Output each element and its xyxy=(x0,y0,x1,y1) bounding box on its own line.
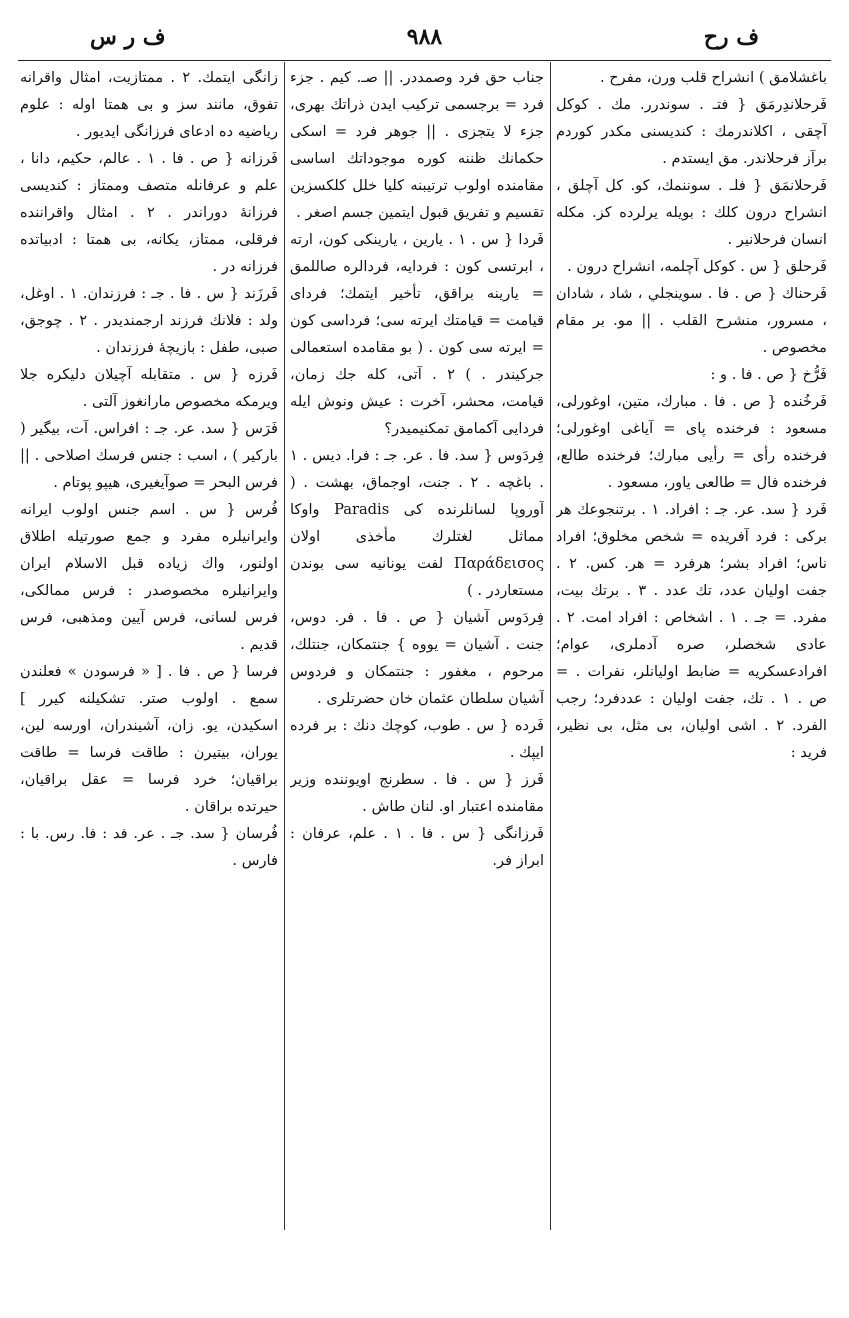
entry: فَرُّخ { ص . فا . و : xyxy=(710,366,827,383)
entry: فِردَوس آشيان { ص . فا . فر. دوس، جنت . آشيان = يووه } جنتمكان، جنتلك، مرحوم ، مغفور : جنتمكان و فردوس آشيان سلطان عثمان خان حضرتلرى . xyxy=(290,609,544,707)
entry: فَرَس { سد. عر. جـ : افراس. آت، بيگير ( باركير ) ، اسب : جنس فرسك اصلاحى . || فرس البحر = صوآيغيرى، هيپو پوتام . xyxy=(20,420,278,491)
entry: فَرحلق { س . كوكل آچلمه، انشراح درون . xyxy=(567,258,827,275)
column-divider-right xyxy=(550,62,551,1230)
entry: فَرحلاندِرمَق { فتـ . سوندرر. مك . كوكل آچقى ، اكلاندرمك : كنديسنى مكدر كوردم برآز فرحلاندر. مق ايستدم . xyxy=(556,96,827,167)
entry: فِردَوس { سد. فا . عر. جـ : فرا. ديس . ١ . باغچه . ٢ . جنت، اوجماق، بهشت . ( آوروپا لسانلرنده كى Paradis واوكا مماثل لغتلرك مأخذى اولان Παράδεισος لفت يونانيه سى بوندن مستعاردر . ) xyxy=(290,447,544,599)
page-number: ٩٨٨ xyxy=(406,24,443,50)
entry: باغشلامق ) انشراح قلب ورن، مفرح . xyxy=(599,69,827,86)
entry: فَرحلانمَق { فلـ . سوننمك، كو. كل آچلق ، انشراح درون كلك : بويله يرلرده كز. مكله انسان فرحلانير . xyxy=(556,177,827,248)
page-header xyxy=(20,22,829,56)
entry: فَرد { سد. عر. جـ : افراد. ١ . برتنجوعك هر بركى : فرد آفريده = شخص مخلوق؛ افراد ناس؛ افراد بشر؛ هرفرد = هر. كس. ٢ . جفت اوليان عدد، تك عدد . ٣ . برتك بيت، مفرد. = جـ . ١ . اشخاص : افراد امت. ٢ . عادى شخصلر، صره آدملرى، عوام؛ افرادعسكريه = ضابط اوليانلر، نفرات . = ص . ١ . تك، جفت اوليان : عددفرد؛ رجب الفرد. ٢ . اشى اوليان، بى مثل، بى نظير، فريد : xyxy=(556,501,827,761)
entry: فَرزه { س . متقابله آچيلان دليكره جلا ويرمكه مخصوص مارانغوز آلتى . xyxy=(20,366,278,410)
entry: فَردا { س . ١ . يارين ، يارينكى كون، ارته ، ابرتسى كون : فردايه، فردالره صاللمق = يارينه براقق، تأخير ايتمك؛ فرداى قيامت = قيامتك ايرته سى؛ فرداسى كون = ايرته سى كون . ( بو مقامده استعمالى جركيندر . ) ٢ . آتى، كله جك زمان، قيامت، محشر، آخرت : عيش ونوش ايله فردايى آكمامق تمكنيميدر؟ xyxy=(290,231,544,437)
entry: فَرزانه { ص . فا . ١ . عالم، حكيم، دانا ، علم و عرفانله متصف وممتاز : كنديسى فرزانۀ دوراندر . ٢ . امثال واقراننده فرقلى، ممتاز، يكانه، بى همتا : ادبياتده فرزانه در . xyxy=(20,150,278,275)
column-middle xyxy=(290,64,544,1232)
entry: فَرزانگى { س . فا . ١ . علم، عرفان : ابراز فر. xyxy=(290,825,544,869)
entry: فَرده { س . طوب، كوچك دنك : بر فرده ايپك . xyxy=(290,717,544,761)
entry: فَرزَند { س . فا . جـ : فرزندان. ١ . اوغل، ولد : فلانك فرزند ارجمنديدر . ٢ . چوجق، صبى، طفل : بازيچۀ فرزندان . xyxy=(20,285,278,356)
header-right-guide-word: ف رح xyxy=(703,24,759,50)
entry: زانگى ايتمك. ٢ . ممتازيت، امثال واقرانه تفوق، مانند سز و بى همتا اوله : علوم رياضيه ده ادعاى فرزانگى ايديور . xyxy=(20,69,278,140)
column-right xyxy=(556,64,827,1232)
entry: فَرخُنده { ص . فا . مبارك، متين، اوغورلى، مسعود : فرخنده پاى = آياغى اوغورلى؛ فرخنده رأى = رأيى مبارك؛ فرخنده طالع، فرخنده فال = طالعى ياور، مسعود . xyxy=(556,393,827,491)
entry: جناب حق فرد وصمددر. || صـ. كيم . جزء فرد = برجسمى تركيب ايدن ذراتك بهرى، جزء لا يتجزى . || جوهر فرد = اسكى حكمانك ظننه كوره موجوداتك اساسى مقامنده اولوب ترتيبنه كليا خلل كلكسزين تقسيم و تفريق قبول ايتمين جسم اصغر . xyxy=(290,69,544,221)
entry: فُرس { س . اسم جنس اولوب ايرانه وايرانيلره مفرد و جمع صورتيله اطلاق اولنور، واك زياده قبل الاسلام ايران وايرانيلره مخصوصدر : فرس ممالكى، فرس لسانى، فرس آيين ومذهبى، فرس قديم . xyxy=(20,501,278,653)
entry: فَرحناك { ص . فا . سوينجلي ، شاد ، شادان ، مسرور، منشرح القلب . || مو. بر مقام مخصوص . xyxy=(556,285,827,356)
header-left-guide-word: ف ر س xyxy=(90,24,166,50)
entry: فُرسان { سد. جـ . عر. فد : فا. رس. با : فارس . xyxy=(20,825,278,869)
page-bottom-margin xyxy=(0,1238,849,1318)
column-left xyxy=(20,64,278,1232)
entry: فَرز { س . فا . سطرنج اويوننده وزير مقامنده اعتبار او. لنان طاش . xyxy=(290,771,544,815)
column-divider-left xyxy=(284,62,285,1230)
entry: فرسا { ص . فا . [ « فرسودن » فعلندن سمع . اولوب صتر. تشكيلنه كيرر ] اسكيدن، يو. زان، آشيندران، اورسه لين، يوران، بيتيرن : طاقت فرسا = طاقت براقيان؛ خرد فرسا = عقل براقيان، حيرتده براقان . xyxy=(20,663,278,815)
header-rule xyxy=(18,60,831,61)
